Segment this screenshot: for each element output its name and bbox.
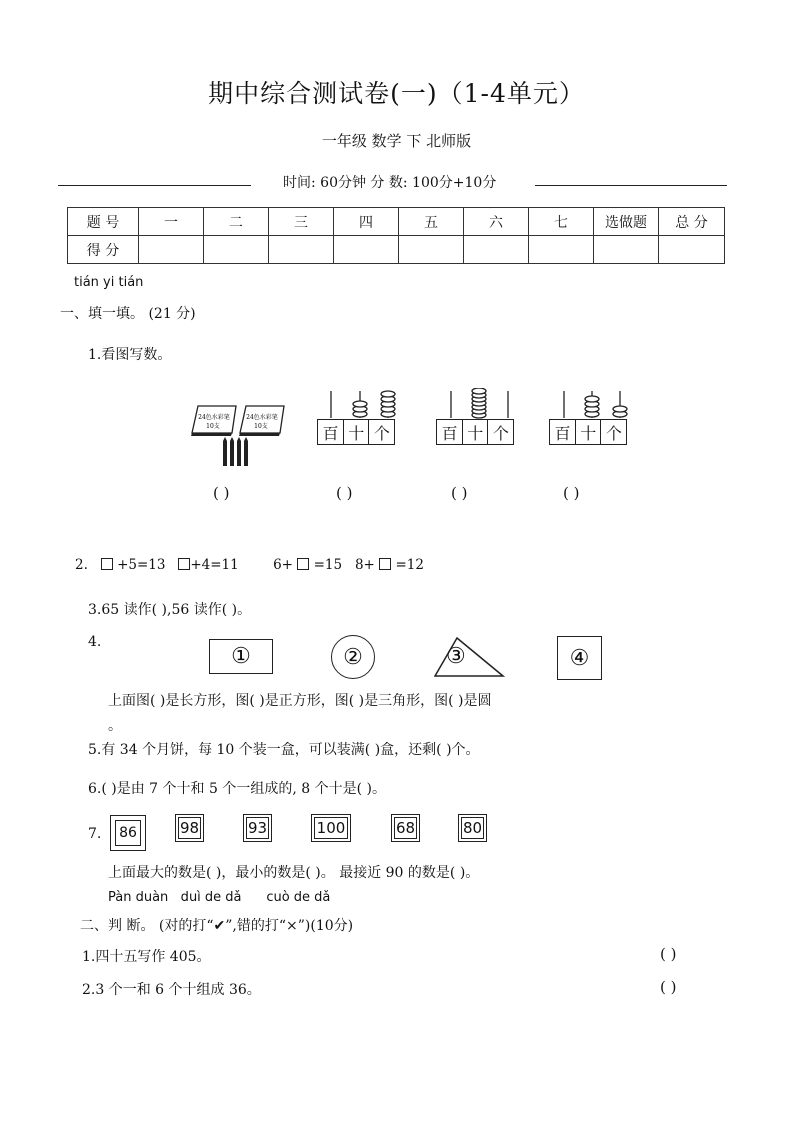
q2-part: 8+ bbox=[354, 557, 375, 573]
score-input[interactable] bbox=[204, 236, 269, 264]
triangle-shape-icon bbox=[433, 636, 505, 678]
score-cell: 二 bbox=[204, 208, 269, 236]
page-subtitle: 一年级 数学 下 北师版 bbox=[321, 132, 472, 150]
exam-meta: 时间: 60分钟 分 数: 100分+10分 bbox=[283, 175, 497, 191]
q2-part: =15 bbox=[313, 557, 343, 573]
score-cell: 选做题 bbox=[594, 208, 659, 236]
triangle-label: ③ bbox=[446, 644, 466, 669]
q2-number: 2. bbox=[75, 557, 88, 573]
q4-tail: 。 bbox=[108, 718, 122, 734]
score-input[interactable] bbox=[399, 236, 464, 264]
score-input[interactable] bbox=[594, 236, 659, 264]
score-cell: 题 号 bbox=[68, 208, 139, 236]
abacus-label: 百 bbox=[436, 419, 463, 445]
number-card: 86 bbox=[110, 815, 146, 851]
number-card: 98 bbox=[175, 814, 204, 842]
abacus-label: 十 bbox=[343, 419, 370, 445]
answer-box[interactable] bbox=[297, 558, 309, 570]
number-card: 100 bbox=[311, 814, 351, 842]
score-header-row bbox=[68, 208, 725, 236]
answer-blank[interactable]: ( ) bbox=[451, 484, 468, 502]
q3-text: 3.65 读作( ),56 读作( )。 bbox=[88, 602, 252, 618]
pen-box-label: 24色水彩笔 bbox=[246, 414, 278, 421]
score-cell: 五 bbox=[399, 208, 464, 236]
q1-text: 1.看图写数。 bbox=[88, 347, 172, 363]
name-line bbox=[58, 185, 251, 186]
abacus-label: 个 bbox=[600, 419, 627, 445]
q2-line bbox=[75, 557, 424, 573]
abacus-label: 十 bbox=[462, 419, 489, 445]
judge-blank[interactable]: ( ) bbox=[660, 945, 677, 963]
pen-box-icon bbox=[191, 406, 236, 436]
pen-box-label: 24色水彩笔 bbox=[198, 414, 230, 421]
score-input[interactable] bbox=[139, 236, 204, 264]
abacus-label: 百 bbox=[317, 419, 344, 445]
q5-text: 5.有 34 个月饼，每 10 个装一盒，可以装满( )盒，还剩( )个。 bbox=[88, 742, 480, 758]
abacus-label: 个 bbox=[487, 419, 514, 445]
meta-line bbox=[535, 185, 727, 186]
abacus-icon bbox=[451, 388, 508, 418]
section1-heading: 一、填一填。 (21 分) bbox=[60, 306, 196, 322]
abacus-icon bbox=[331, 391, 395, 418]
q4-text: 上面图( )是长方形，图( )是正方形，图( )是三角形，图( )是圆 bbox=[108, 693, 492, 709]
pens-icon bbox=[223, 437, 248, 466]
pen-box-count: 10支 bbox=[206, 423, 220, 430]
answer-blank[interactable]: ( ) bbox=[563, 484, 580, 502]
score-cell: 四 bbox=[334, 208, 399, 236]
score-value-row bbox=[68, 236, 725, 264]
section2-pinyin: Pàn duàn duì de dǎ cuò de dǎ bbox=[108, 890, 331, 905]
abacus-label-row bbox=[436, 419, 513, 445]
answer-box[interactable] bbox=[101, 558, 113, 570]
section2-heading: 二、判 断。 (对的打“✔”,错的打“×”)(10分) bbox=[80, 918, 354, 934]
score-cell: 一 bbox=[139, 208, 204, 236]
section1-pinyin: tián yi tián bbox=[74, 275, 144, 290]
q2-part: 6+ bbox=[273, 557, 293, 573]
q7-number: 7. bbox=[88, 826, 102, 842]
score-input[interactable] bbox=[334, 236, 399, 264]
q2-part: +5=13 bbox=[117, 557, 166, 573]
rectangle-shape: ① bbox=[209, 639, 273, 674]
abacus-label: 百 bbox=[549, 419, 576, 445]
pen-box-count: 10支 bbox=[254, 423, 268, 430]
score-input[interactable] bbox=[659, 236, 725, 264]
score-cell: 三 bbox=[269, 208, 334, 236]
score-cell: 六 bbox=[464, 208, 529, 236]
abacus-label-row bbox=[549, 419, 626, 445]
judge-item-2: 2.3 个一和 6 个十组成 36。 bbox=[82, 982, 261, 998]
score-table bbox=[67, 207, 725, 264]
score-cell: 得 分 bbox=[68, 236, 139, 264]
q2-part: =12 bbox=[395, 557, 424, 573]
abacus-label: 个 bbox=[368, 419, 395, 445]
answer-box[interactable] bbox=[379, 558, 391, 570]
answer-blank[interactable]: ( ) bbox=[336, 484, 353, 502]
abacus-label: 十 bbox=[575, 419, 602, 445]
judge-item-1: 1.四十五写作 405。 bbox=[82, 949, 211, 965]
abacus-label-row bbox=[317, 419, 394, 445]
square-shape: ④ bbox=[557, 636, 602, 680]
page-title: 期中综合测试卷(一)（1-4单元） bbox=[208, 79, 585, 108]
score-cell: 七 bbox=[529, 208, 594, 236]
score-cell: 总 分 bbox=[659, 208, 725, 236]
number-card: 93 bbox=[243, 814, 272, 842]
circle-shape: ② bbox=[331, 635, 375, 679]
number-card: 80 bbox=[458, 814, 487, 842]
judge-blank[interactable]: ( ) bbox=[660, 978, 677, 996]
score-input[interactable] bbox=[464, 236, 529, 264]
q7-text: 上面最大的数是( )，最小的数是( )。 最接近 90 的数是( )。 bbox=[108, 865, 480, 881]
abacus-icon bbox=[564, 391, 627, 418]
q4-number: 4. bbox=[88, 634, 102, 650]
pen-box-icon bbox=[239, 406, 284, 436]
answer-box[interactable] bbox=[178, 558, 190, 570]
q6-text: 6.( )是由 7 个十和 5 个一组成的, 8 个十是( )。 bbox=[88, 781, 386, 797]
answer-blank[interactable]: ( ) bbox=[213, 484, 230, 502]
number-card: 68 bbox=[391, 814, 420, 842]
score-input[interactable] bbox=[529, 236, 594, 264]
q2-part: +4=11 bbox=[190, 557, 239, 573]
score-input[interactable] bbox=[269, 236, 334, 264]
